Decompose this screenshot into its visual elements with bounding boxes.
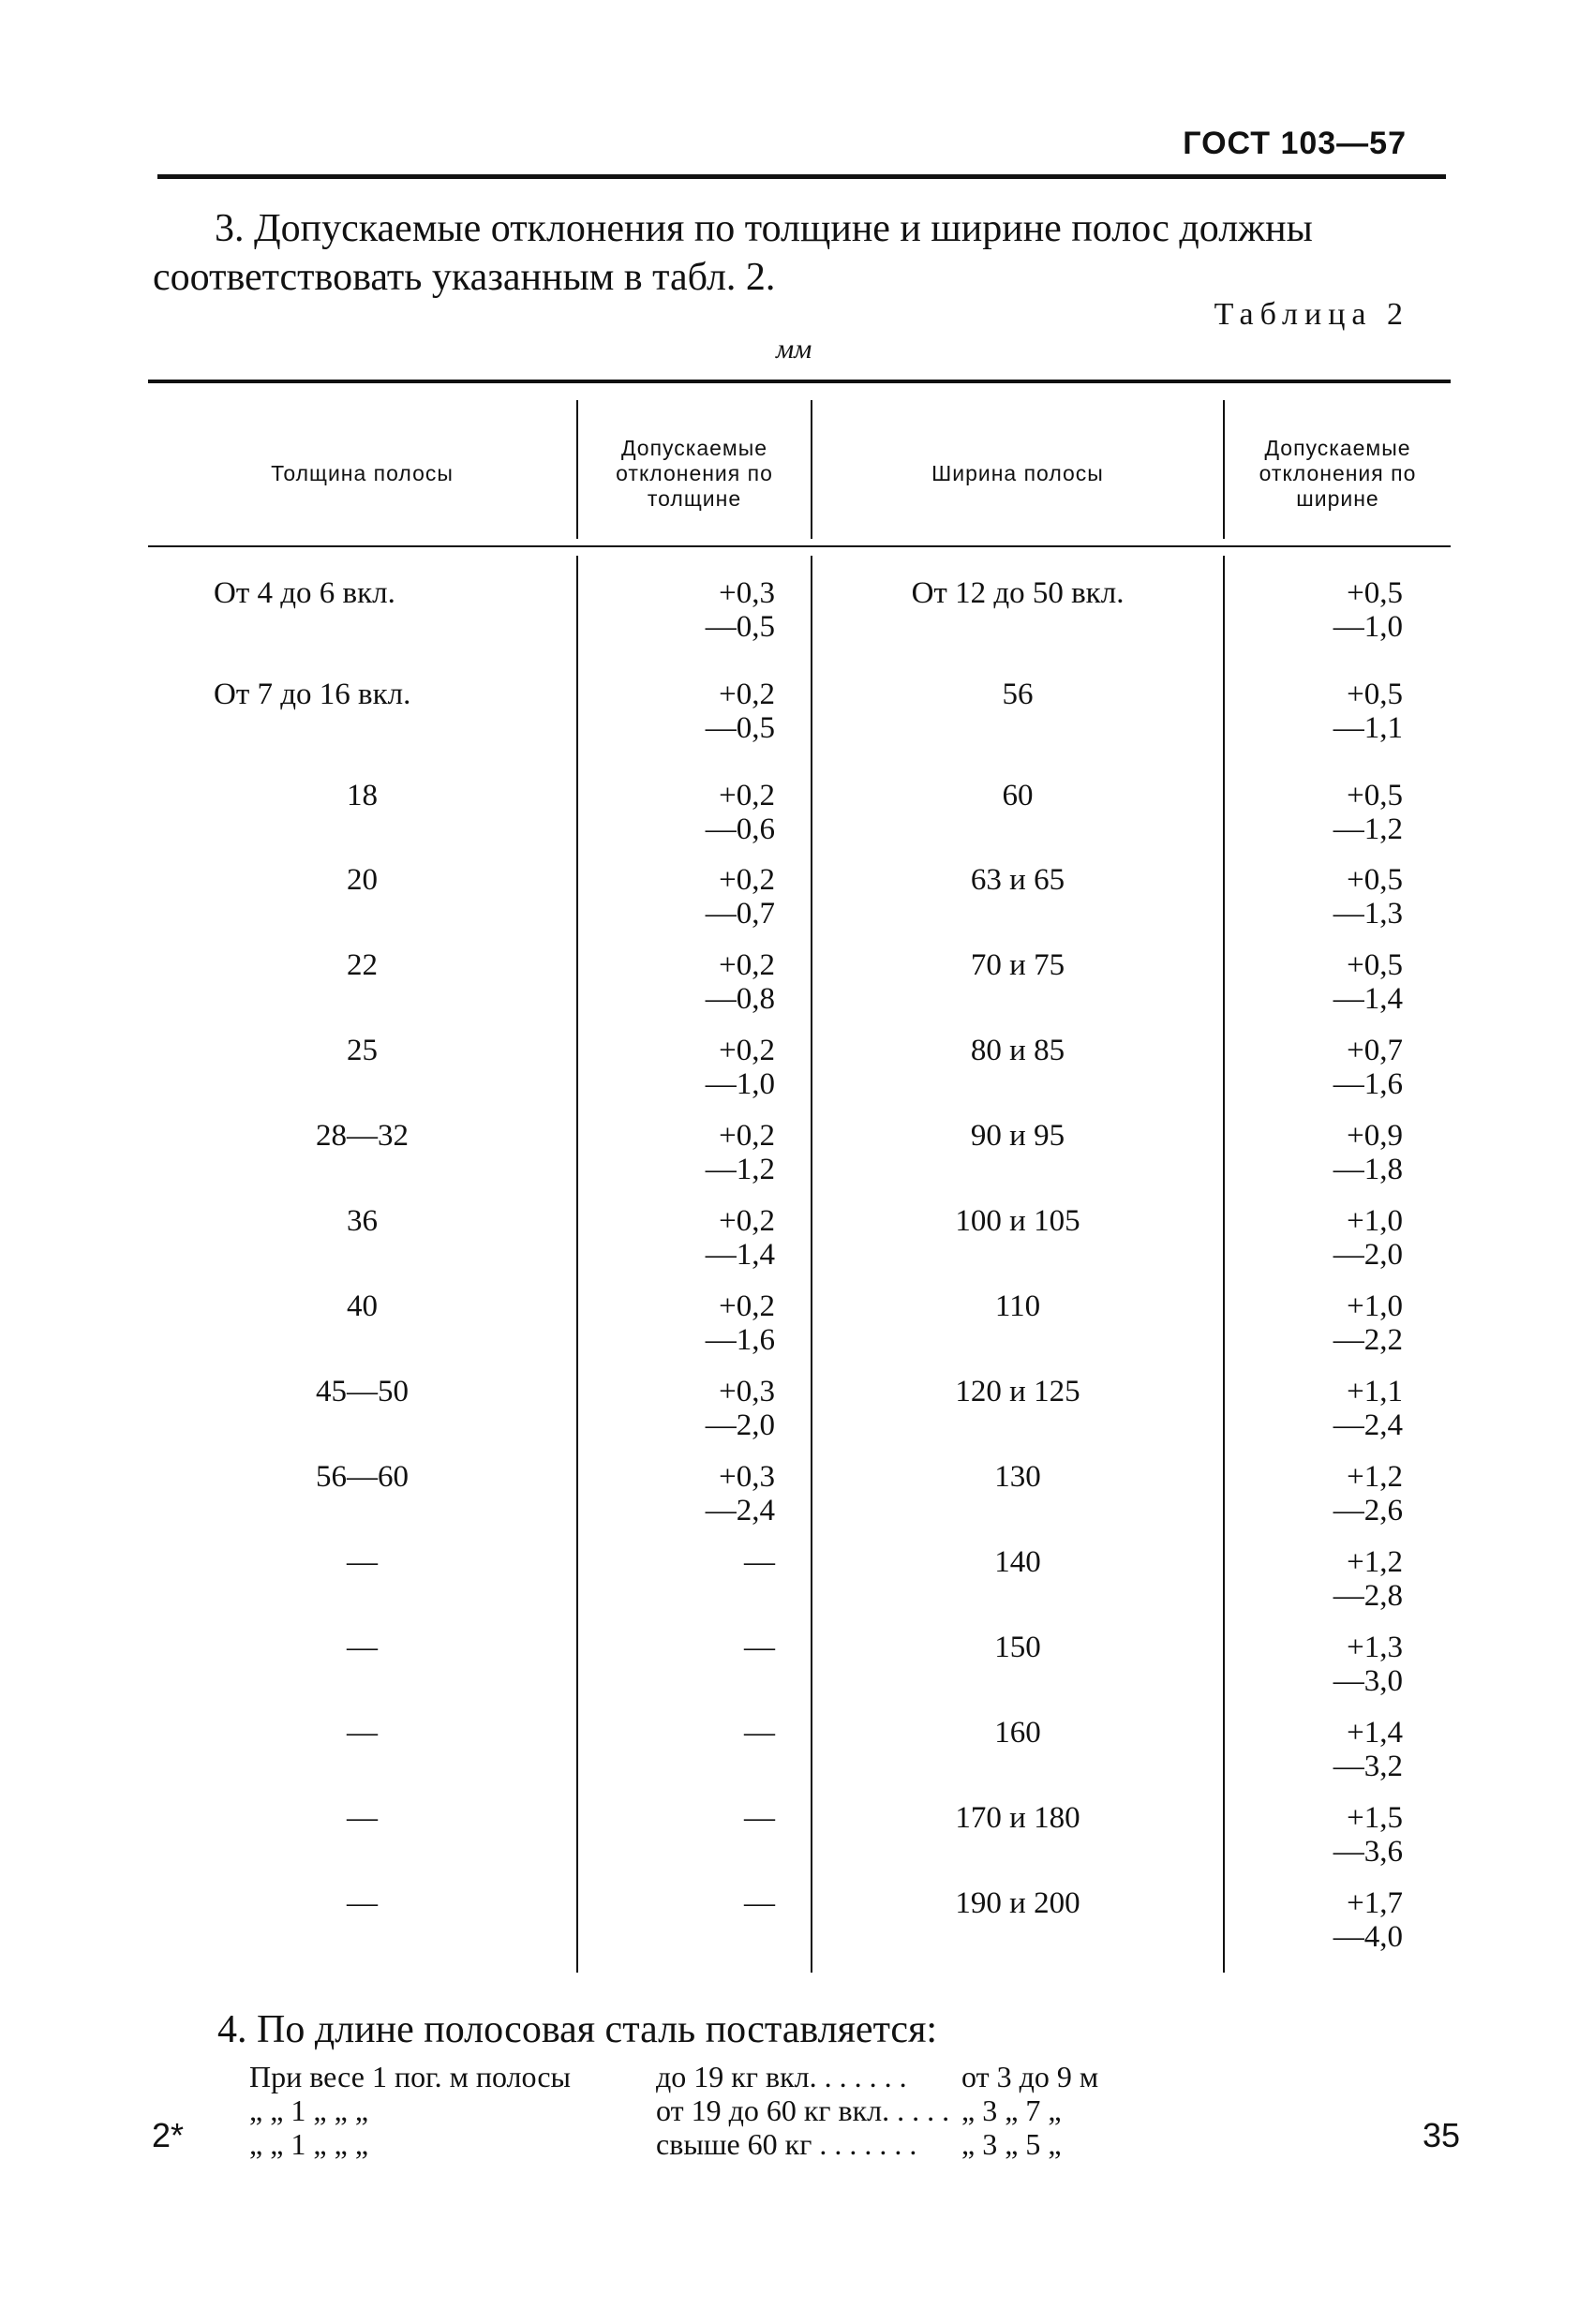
column-header-thickness-deviation: Допускаемые отклонения по толщине bbox=[616, 435, 773, 511]
thickness-deviation-cell-value: —0,7 bbox=[705, 897, 775, 931]
section-3-paragraph: 3. Допускаемые отклонения по толщине и ширине полос должны соответствовать указанным в табл. 2. bbox=[153, 207, 1313, 299]
header-separator-rule bbox=[148, 545, 1451, 547]
thickness-deviation-cell-value: — bbox=[744, 1886, 775, 1920]
thickness-deviation-cell bbox=[578, 576, 775, 644]
width-cell bbox=[812, 1631, 1223, 1664]
width-deviation-cell-value: —3,2 bbox=[1333, 1750, 1403, 1783]
thickness-cell bbox=[148, 948, 576, 982]
thickness-deviation-cell-value: — bbox=[744, 1545, 775, 1579]
table-row bbox=[148, 863, 1451, 948]
width-cell-value: 160 bbox=[994, 1716, 1041, 1750]
width-deviation-cell bbox=[1225, 576, 1403, 644]
width-cell bbox=[812, 1204, 1223, 1238]
thickness-cell-value: 22 bbox=[347, 948, 378, 982]
width-deviation-cell-value: +1,0 bbox=[1347, 1204, 1403, 1238]
thickness-deviation-cell-value: —1,6 bbox=[705, 1323, 775, 1357]
width-deviation-cell-value: —2,6 bbox=[1333, 1494, 1403, 1527]
width-cell bbox=[812, 863, 1223, 897]
table-row bbox=[148, 1801, 1451, 1886]
thickness-cell-value: — bbox=[347, 1886, 378, 1920]
thickness-deviation-cell-value: +0,2 bbox=[719, 1204, 775, 1238]
width-deviation-cell bbox=[1225, 1289, 1403, 1357]
width-deviation-cell-value: —1,2 bbox=[1333, 812, 1403, 846]
width-cell-value: 120 и 125 bbox=[955, 1375, 1080, 1408]
width-deviation-cell bbox=[1225, 1034, 1403, 1101]
thickness-deviation-cell bbox=[578, 1289, 775, 1357]
thickness-cell bbox=[148, 1886, 576, 1920]
thickness-deviation-cell bbox=[578, 678, 775, 745]
width-cell bbox=[812, 1801, 1223, 1835]
length-weight-range: от 19 до 60 кг вкл. . . . . bbox=[656, 2093, 950, 2127]
thickness-cell-value: — bbox=[347, 1631, 378, 1664]
length-weight-line bbox=[249, 2127, 1374, 2161]
length-weight-range: свыше 60 кг . . . . . . . bbox=[656, 2127, 917, 2161]
width-deviation-cell-value: —3,0 bbox=[1333, 1664, 1403, 1698]
thickness-deviation-cell bbox=[578, 1375, 775, 1442]
width-cell-value: 150 bbox=[994, 1631, 1041, 1664]
length-weight-tail: „ 3 „ 5 „ bbox=[961, 2127, 1062, 2161]
thickness-cell-value: 20 bbox=[347, 863, 378, 897]
thickness-deviation-cell-value: +0,3 bbox=[719, 576, 775, 610]
thickness-deviation-cell-value: +0,2 bbox=[719, 863, 775, 897]
width-cell bbox=[812, 1289, 1223, 1323]
width-deviation-cell bbox=[1225, 1801, 1403, 1869]
thickness-cell bbox=[214, 678, 576, 711]
width-cell-value: 110 bbox=[994, 1289, 1041, 1323]
thickness-deviation-cell bbox=[578, 863, 775, 931]
table-row bbox=[148, 779, 1451, 863]
thickness-cell-value: 45—50 bbox=[316, 1375, 409, 1408]
thickness-deviation-cell bbox=[578, 1119, 775, 1186]
table-row bbox=[148, 1289, 1451, 1375]
length-weight-list bbox=[249, 2060, 1374, 2161]
thickness-deviation-cell-value: — bbox=[744, 1716, 775, 1750]
thickness-deviation-cell-value: — bbox=[744, 1801, 775, 1835]
thickness-deviation-cell-value: +0,3 bbox=[719, 1375, 775, 1408]
width-deviation-cell bbox=[1225, 863, 1403, 931]
thickness-cell bbox=[214, 576, 576, 610]
thickness-deviation-cell-value: —1,2 bbox=[705, 1153, 775, 1186]
thickness-deviation-cell bbox=[578, 1631, 775, 1664]
length-weight-lead: При весе 1 пог. м полосы bbox=[249, 2060, 572, 2093]
table-row bbox=[148, 1375, 1451, 1460]
thickness-deviation-cell-value: +0,2 bbox=[719, 948, 775, 982]
width-deviation-cell-value: —1,1 bbox=[1333, 711, 1403, 745]
width-deviation-cell-value: +0,5 bbox=[1347, 576, 1403, 610]
width-deviation-cell bbox=[1225, 1375, 1403, 1442]
table-body bbox=[148, 576, 1451, 1972]
thickness-cell bbox=[148, 1375, 576, 1408]
thickness-deviation-cell-value: —1,0 bbox=[705, 1067, 775, 1101]
width-deviation-cell-value: +1,0 bbox=[1347, 1289, 1403, 1323]
thickness-deviation-cell-value: —2,4 bbox=[705, 1494, 775, 1527]
thickness-deviation-cell bbox=[578, 1034, 775, 1101]
width-cell bbox=[812, 948, 1223, 982]
footer-signature-mark: 2* bbox=[152, 2116, 185, 2154]
width-deviation-cell-value: —3,6 bbox=[1333, 1835, 1403, 1869]
width-deviation-cell-value: +0,9 bbox=[1347, 1119, 1403, 1153]
thickness-deviation-cell-value: —0,6 bbox=[705, 812, 775, 846]
width-cell-value: 80 и 85 bbox=[970, 1034, 1065, 1067]
table-row bbox=[148, 1119, 1451, 1204]
width-cell bbox=[812, 779, 1223, 812]
thickness-deviation-cell-value: —0,5 bbox=[705, 610, 775, 644]
width-deviation-cell-value: +0,7 bbox=[1347, 1034, 1403, 1067]
table-row bbox=[148, 1034, 1451, 1119]
table-units: мм bbox=[776, 334, 812, 365]
thickness-cell-value: 25 bbox=[347, 1034, 378, 1067]
width-deviation-cell-value: —1,3 bbox=[1333, 897, 1403, 931]
thickness-cell bbox=[148, 1716, 576, 1750]
thickness-deviation-cell-value: +0,2 bbox=[719, 678, 775, 711]
width-cell bbox=[812, 1886, 1223, 1920]
thickness-cell-value: От 7 до 16 вкл. bbox=[214, 678, 411, 711]
width-deviation-cell bbox=[1225, 1119, 1403, 1186]
column-header-width-deviation: Допускаемые отклонения по ширине bbox=[1259, 435, 1417, 511]
width-deviation-cell-value: —1,8 bbox=[1333, 1153, 1403, 1186]
width-cell bbox=[812, 678, 1223, 711]
thickness-cell bbox=[148, 1545, 576, 1579]
width-deviation-cell-value: +0,5 bbox=[1347, 779, 1403, 812]
tolerance-table bbox=[148, 380, 1451, 1973]
table-row bbox=[148, 678, 1451, 779]
width-deviation-cell-value: +0,5 bbox=[1347, 678, 1403, 711]
width-deviation-cell-value: —1,4 bbox=[1333, 982, 1403, 1016]
width-cell-value: 190 и 200 bbox=[955, 1886, 1080, 1920]
table-top-rule bbox=[148, 380, 1451, 383]
width-cell bbox=[812, 1460, 1223, 1494]
length-weight-tail: от 3 до 9 м bbox=[961, 2060, 1099, 2093]
thickness-cell bbox=[148, 863, 576, 897]
length-weight-lead: „ „ 1 „ „ „ bbox=[249, 2093, 369, 2127]
width-deviation-cell bbox=[1225, 678, 1403, 745]
thickness-deviation-cell-value: +0,2 bbox=[719, 1034, 775, 1067]
width-deviation-cell bbox=[1225, 1545, 1403, 1613]
thickness-deviation-cell bbox=[578, 1886, 775, 1920]
length-weight-line bbox=[249, 2060, 1374, 2093]
thickness-deviation-cell-value: —1,4 bbox=[705, 1238, 775, 1272]
width-deviation-cell bbox=[1225, 779, 1403, 846]
table-row bbox=[148, 576, 1451, 678]
thickness-cell bbox=[148, 1801, 576, 1835]
thickness-deviation-cell bbox=[578, 1204, 775, 1272]
table-row bbox=[148, 1631, 1451, 1716]
width-cell-value: 130 bbox=[994, 1460, 1041, 1494]
width-cell-value: 63 и 65 bbox=[970, 863, 1065, 897]
page-number: 35 bbox=[1423, 2116, 1461, 2154]
thickness-deviation-cell bbox=[578, 1460, 775, 1527]
width-deviation-cell-value: +0,5 bbox=[1347, 863, 1403, 897]
table-row bbox=[148, 1460, 1451, 1545]
width-deviation-cell-value: +1,2 bbox=[1347, 1460, 1403, 1494]
table-row bbox=[148, 948, 1451, 1034]
width-cell-value: 56 bbox=[1002, 678, 1034, 711]
width-deviation-cell-value: +1,7 bbox=[1347, 1886, 1403, 1920]
thickness-deviation-cell-value: —0,5 bbox=[705, 711, 775, 745]
width-cell-value: От 12 до 50 вкл. bbox=[911, 576, 1125, 610]
width-cell bbox=[812, 576, 1223, 610]
length-weight-lead: „ „ 1 „ „ „ bbox=[249, 2127, 369, 2161]
width-deviation-cell-value: —1,6 bbox=[1333, 1067, 1403, 1101]
table-row bbox=[148, 1716, 1451, 1801]
thickness-cell bbox=[148, 1631, 576, 1664]
thickness-deviation-cell bbox=[578, 1716, 775, 1750]
section-4-paragraph: 4. По длине полосовая сталь поставляется: bbox=[217, 2008, 938, 2051]
thickness-cell-value: — bbox=[347, 1801, 378, 1835]
width-cell-value: 60 bbox=[1002, 779, 1034, 812]
thickness-cell bbox=[148, 1289, 576, 1323]
width-deviation-cell-value: —4,0 bbox=[1333, 1920, 1403, 1954]
thickness-deviation-cell-value: +0,3 bbox=[719, 1460, 775, 1494]
thickness-cell bbox=[148, 1460, 576, 1494]
thickness-deviation-cell bbox=[578, 1545, 775, 1579]
thickness-deviation-cell-value: +0,2 bbox=[719, 779, 775, 812]
document-header-code: ГОСТ 103—57 bbox=[1183, 126, 1407, 161]
width-deviation-cell-value: —1,0 bbox=[1333, 610, 1403, 644]
width-deviation-cell-value: +1,5 bbox=[1347, 1801, 1403, 1835]
header-rule bbox=[157, 174, 1446, 179]
width-deviation-cell-value: —2,0 bbox=[1333, 1238, 1403, 1272]
thickness-deviation-cell-value: +0,2 bbox=[719, 1289, 775, 1323]
width-deviation-cell-value: —2,2 bbox=[1333, 1323, 1403, 1357]
width-cell bbox=[812, 1375, 1223, 1408]
width-cell-value: 170 и 180 bbox=[955, 1801, 1080, 1835]
width-deviation-cell bbox=[1225, 1204, 1403, 1272]
thickness-deviation-cell bbox=[578, 1801, 775, 1835]
thickness-deviation-cell-value: +0,2 bbox=[719, 1119, 775, 1153]
thickness-cell bbox=[148, 1119, 576, 1153]
thickness-cell bbox=[148, 1204, 576, 1238]
thickness-deviation-cell-value: —0,8 bbox=[705, 982, 775, 1016]
thickness-deviation-cell-value: —2,0 bbox=[705, 1408, 775, 1442]
column-header-thickness: Толщина полосы bbox=[271, 460, 454, 485]
thickness-cell-value: 18 bbox=[347, 779, 378, 812]
length-weight-range: до 19 кг вкл. . . . . . . bbox=[656, 2060, 907, 2093]
thickness-cell-value: — bbox=[347, 1545, 378, 1579]
width-deviation-cell bbox=[1225, 1716, 1403, 1783]
thickness-deviation-cell bbox=[578, 948, 775, 1016]
width-deviation-cell bbox=[1225, 1460, 1403, 1527]
thickness-cell-value: От 4 до 6 вкл. bbox=[214, 576, 395, 610]
width-cell bbox=[812, 1034, 1223, 1067]
column-header-width: Ширина полосы bbox=[931, 460, 1104, 485]
width-deviation-cell-value: —2,8 bbox=[1333, 1579, 1403, 1613]
width-cell-value: 140 bbox=[994, 1545, 1041, 1579]
thickness-cell-value: 56—60 bbox=[316, 1460, 409, 1494]
width-cell-value: 70 и 75 bbox=[970, 948, 1065, 982]
width-cell bbox=[812, 1545, 1223, 1579]
table-caption: Таблица 2 bbox=[1214, 297, 1409, 332]
width-cell-value: 90 и 95 bbox=[970, 1119, 1065, 1153]
thickness-cell bbox=[148, 779, 576, 812]
thickness-cell-value: 40 bbox=[347, 1289, 378, 1323]
width-deviation-cell bbox=[1225, 1886, 1403, 1954]
thickness-cell-value: 36 bbox=[347, 1204, 378, 1238]
width-deviation-cell-value: +1,1 bbox=[1347, 1375, 1403, 1408]
table-row bbox=[148, 1545, 1451, 1631]
width-deviation-cell-value: +0,5 bbox=[1347, 948, 1403, 982]
width-cell-value: 100 и 105 bbox=[955, 1204, 1080, 1238]
thickness-deviation-cell-value: — bbox=[744, 1631, 775, 1664]
table-row bbox=[148, 1886, 1451, 1972]
thickness-cell-value: — bbox=[347, 1716, 378, 1750]
thickness-cell-value: 28—32 bbox=[316, 1119, 409, 1153]
thickness-deviation-cell bbox=[578, 779, 775, 846]
width-cell bbox=[812, 1716, 1223, 1750]
width-deviation-cell-value: +1,2 bbox=[1347, 1545, 1403, 1579]
table-row bbox=[148, 1204, 1451, 1289]
width-deviation-cell-value: +1,4 bbox=[1347, 1716, 1403, 1750]
width-deviation-cell-value: +1,3 bbox=[1347, 1631, 1403, 1664]
length-weight-line bbox=[249, 2093, 1374, 2127]
length-weight-tail: „ 3 „ 7 „ bbox=[961, 2093, 1062, 2127]
width-cell bbox=[812, 1119, 1223, 1153]
thickness-cell bbox=[148, 1034, 576, 1067]
width-deviation-cell bbox=[1225, 1631, 1403, 1698]
width-deviation-cell-value: —2,4 bbox=[1333, 1408, 1403, 1442]
width-deviation-cell bbox=[1225, 948, 1403, 1016]
